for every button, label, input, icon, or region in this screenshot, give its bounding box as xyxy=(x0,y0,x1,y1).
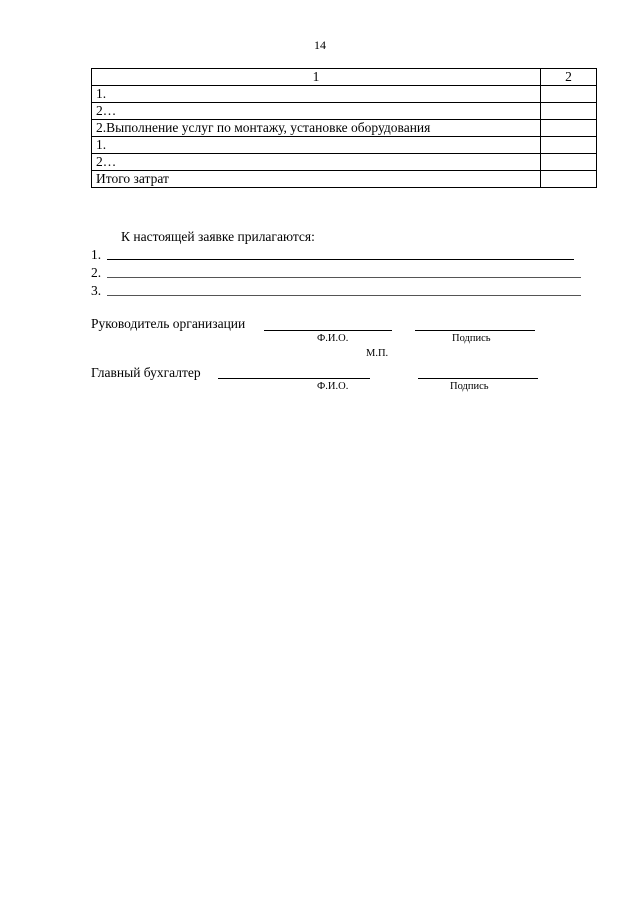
manager-name-line xyxy=(264,330,392,331)
table-row xyxy=(92,86,597,103)
cost-table xyxy=(91,68,597,188)
table-row xyxy=(92,103,597,120)
table-header-col2: 2 xyxy=(541,69,597,86)
manager-label: Руководитель организации xyxy=(91,316,246,331)
table-cell-label: 1. xyxy=(92,86,541,103)
manager-signature-caption: Подпись xyxy=(452,333,491,344)
attachment-number: 3. xyxy=(91,283,102,298)
accountant-signature-caption: Подпись xyxy=(450,381,489,392)
table-cell-value xyxy=(541,154,597,171)
table-cell-label: 2… xyxy=(92,154,541,171)
accountant-signature-line xyxy=(418,378,538,379)
table-cell-label: 1. xyxy=(92,137,541,154)
table-header-row xyxy=(92,69,597,86)
table-cell-label: Итого затрат xyxy=(92,171,541,188)
table-row xyxy=(92,154,597,171)
attachment-line-1 xyxy=(91,246,101,263)
table-header-col1: 1 xyxy=(92,69,541,86)
table-cell-value xyxy=(541,86,597,103)
page-number: 14 xyxy=(314,38,326,52)
accountant-label: Главный бухгалтер xyxy=(91,365,201,380)
table-cell-value xyxy=(541,137,597,154)
attachment-line-3 xyxy=(91,282,101,299)
table-row xyxy=(92,120,597,137)
attachment-number: 1. xyxy=(91,247,102,262)
attachment-blank-line xyxy=(107,259,574,260)
table-cell-value xyxy=(541,171,597,188)
stamp-caption: М.П. xyxy=(366,348,389,359)
attachment-number: 2. xyxy=(91,265,102,280)
attachment-line-2 xyxy=(91,264,101,281)
accountant-name-line xyxy=(218,378,370,379)
attachment-blank-line xyxy=(107,277,581,278)
manager-fio-caption: Ф.И.О. xyxy=(317,333,349,344)
table-row xyxy=(92,137,597,154)
manager-signature-line xyxy=(415,330,535,331)
table-row-total xyxy=(92,171,597,188)
attachment-blank-line xyxy=(107,295,581,296)
table-cell-label: 2… xyxy=(92,103,541,120)
table-cell-label: 2.Выполнение услуг по монтажу, установке оборудования xyxy=(92,120,541,137)
table-cell-value xyxy=(541,120,597,137)
accountant-fio-caption: Ф.И.О. xyxy=(317,381,349,392)
table-cell-value xyxy=(541,103,597,120)
attachments-heading: К настоящей заявке прилагаются: xyxy=(121,229,315,244)
